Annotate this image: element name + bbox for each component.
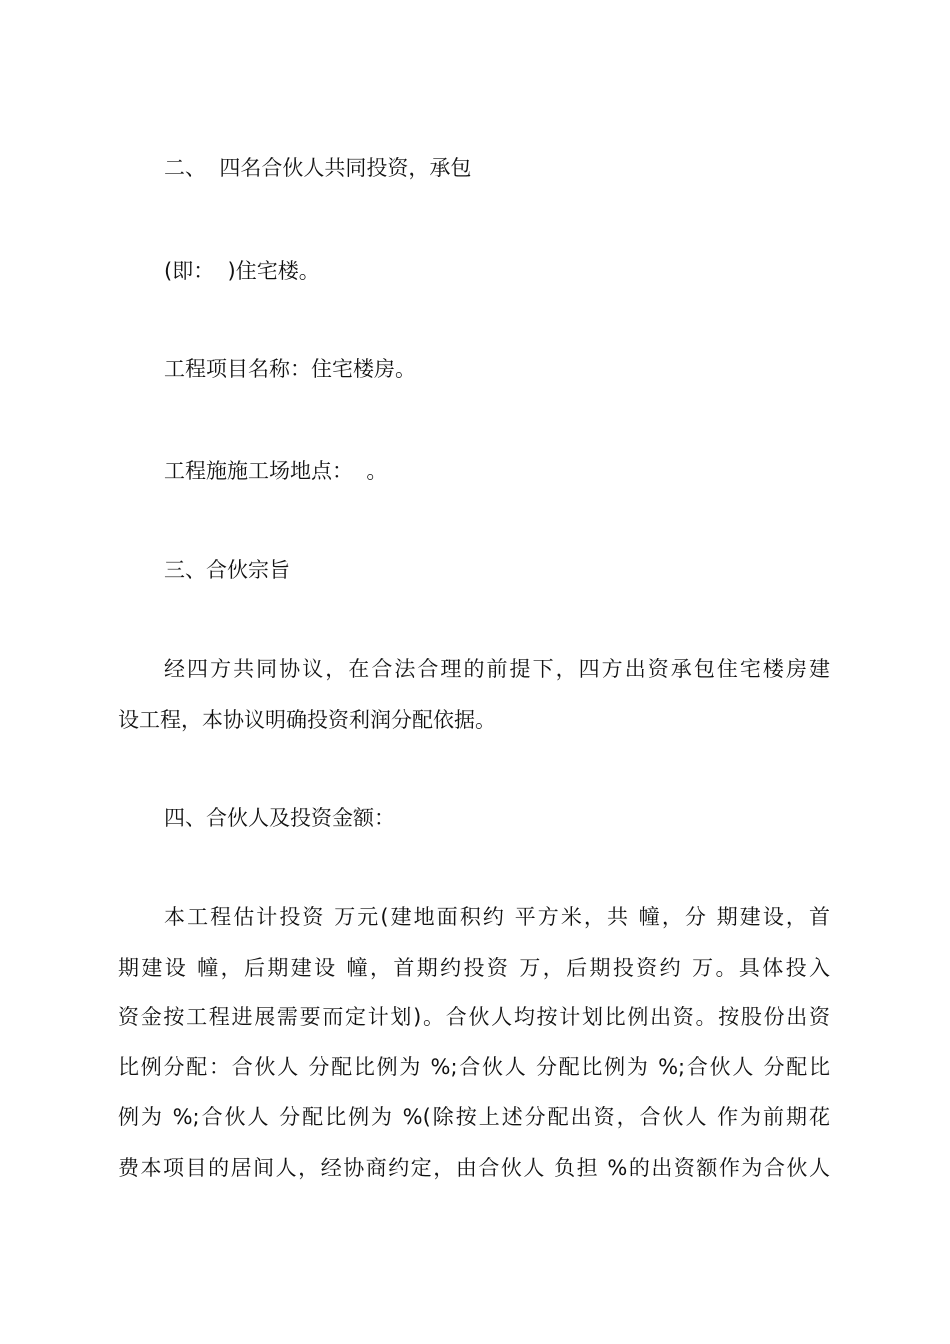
paragraph-line: 资金按工程进展需要而定计划)。合伙人均按计划比例出资。按股份出资	[118, 1005, 830, 1029]
section-three-heading: 三、合伙宗旨	[164, 558, 290, 582]
section-two-heading: 二、 四名合伙人共同投资，承包	[164, 156, 472, 180]
project-note-line: (即： )住宅楼。	[164, 259, 320, 283]
paragraph-line: 经四方共同协议，在合法合理的前提下，四方出资承包住宅楼房建	[164, 657, 830, 681]
paragraph-line: 比例分配：合伙人 分配比例为 %;合伙人 分配比例为 %;合伙人 分配比	[118, 1055, 830, 1079]
section-four-heading: 四、合伙人及投资金额：	[164, 806, 395, 830]
paragraph-line: 设工程，本协议明确投资利润分配依据。	[118, 708, 496, 732]
site-location-line: 工程施施工场地点： 。	[164, 459, 388, 483]
paragraph-line: 例为 %;合伙人 分配比例为 %(除按上述分配出资，合伙人 作为前期花	[118, 1105, 830, 1129]
project-name-line: 工程项目名称：住宅楼房。	[164, 357, 416, 381]
paragraph-line: 期建设 幢，后期建设 幢，首期约投资 万，后期投资约 万。具体投入	[118, 956, 830, 980]
paragraph-line: 费本项目的居间人，经协商约定，由合伙人 负担 %的出资额作为合伙人	[118, 1156, 830, 1180]
paragraph-line: 本工程估计投资 万元(建地面积约 平方米，共 幢，分 期建设，首	[164, 905, 830, 929]
